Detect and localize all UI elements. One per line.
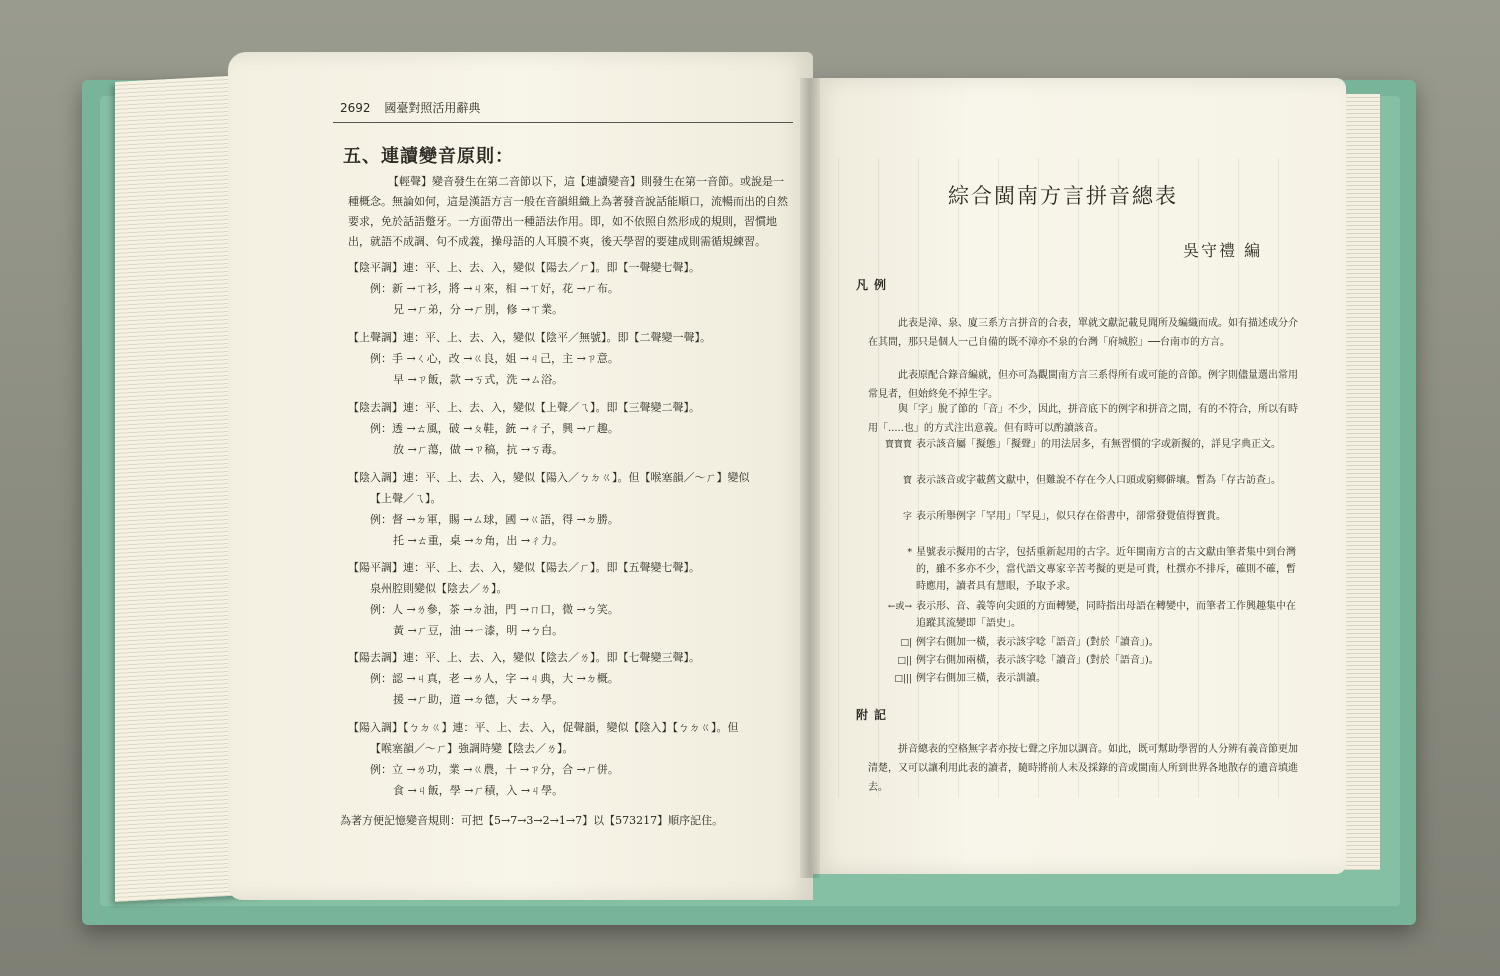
- example-line: 例：認 →ㄐ真，老 →ㄌ人，字 →ㄐ典，大 →ㄉ概。: [370, 672, 619, 685]
- legend-symbol: 寶: [902, 476, 912, 486]
- paragraph: 此表是漳、泉、廈三系方言拼音的合表，單就文獻記載見聞所及編織而成。如有描述成分介在其間，那只是個人一己自備的既不漳亦不泉的台灣「府城腔」──台南市的方言。: [868, 318, 1298, 348]
- rule-line: 【陰入調】連：平、上、去、入，變似【陽入／ㄅㄉㄍ】。但【喉塞韻／～ㄏ】變似: [348, 471, 750, 484]
- legend-text: 表示該音或字載舊文獻中，但難說不存在今人口頭或窮鄉僻壤。暫為「存古訪查」。: [916, 475, 1281, 486]
- rule-block: [348, 647, 788, 710]
- rule-block: [348, 397, 788, 460]
- paragraph: 與「字」脫了節的「音」不少，因此，拼音底下的例字和拼音之間，有的不符合，所以有時用「.....也」的方式注出意義。但有時可以酌讀該音。: [868, 404, 1298, 434]
- legend-item: [870, 670, 1300, 688]
- legend-item: [870, 472, 1300, 490]
- legend-text: 例字右側加三橫，表示訓讀。: [916, 673, 1046, 684]
- legend-item: [870, 508, 1300, 526]
- legend-symbol: □|||: [894, 674, 912, 684]
- legend-item: [870, 544, 1300, 595]
- section-title: 五、連讀變音原則：: [343, 146, 514, 167]
- paragraph: 拼音總表的空格無字者亦按七聲之序加以調音。如此，既可幫助學習的人分辨有義音節更加清楚，又可以讓利用此表的讀者，隨時將前人未及採錄的音或閩南人所到世界各地散存的遺音填進去。: [868, 744, 1298, 793]
- rule-block: [348, 327, 788, 390]
- right-page: [808, 78, 1346, 874]
- legend-item: [870, 598, 1300, 632]
- rule-line: 【陰去調】連：平、上、去、入，變似【上聲／ㄟ】。即【三聲變二聲】。: [348, 401, 700, 414]
- legend-item: [870, 436, 1300, 454]
- page-number: 2692: [340, 101, 371, 115]
- legend-text: 星號表示擬用的古字，包括重新起用的古字。近年閩南方言的古文獻由筆者集中到台灣的，雖不多亦不少，當代語文專家辛苦考擬的更是可貴，杜撰亦不排斥，確則不確，暫時應用，讀者具有慧眼，予取予求。: [916, 547, 1296, 592]
- legend-text: 例字右側加一橫，表示該字唸「語音」(對於「讀音」)。: [916, 637, 1159, 648]
- legend-text: 例字右側加兩橫，表示該字唸「讀音」(對於「語音」)。: [916, 655, 1159, 666]
- rule-block: [348, 717, 788, 801]
- paragraph: 此表原配合錄音編就，但亦可為觀閩南方言三系得所有或可能的音節。例字則儘量選出常用常見者，但始終免不掉生字。: [868, 370, 1298, 400]
- legend-item: [870, 634, 1300, 652]
- example-line: 食 →ㄐ飯，學 →ㄏ積，入 →ㄐ學。: [393, 784, 564, 797]
- rule-line: 【陰平調】連：平、上、去、入，變似【陽去／ㄏ】。即【一聲變七聲】。: [348, 261, 700, 274]
- rule-block: [348, 557, 788, 641]
- legend-item: [870, 652, 1300, 670]
- section-heading-fanli: 凡例: [856, 278, 893, 292]
- rule-line: 【陽入調】【ㄅㄉㄍ】連：平、上、去、入，促聲韻，變似【陰入】【ㄅㄉㄍ】。但: [348, 721, 739, 734]
- header-rule: [333, 122, 793, 123]
- legend-symbol: □||: [897, 656, 912, 666]
- rule-line: 【上聲調】連：平、上、去、入，變似【陰平／無號】。即【二聲變一聲】。: [348, 331, 711, 344]
- running-head: [340, 99, 480, 116]
- example-line: 【喉塞韻／～ㄏ】強調時變【陰去／ㄌ】。: [370, 742, 574, 755]
- rule-block: [348, 467, 788, 551]
- legend-symbol: *: [907, 548, 912, 558]
- author-line: 吳守禮 編: [1183, 241, 1263, 260]
- example-line: 放 →ㄏ蕩，做 →ㄗ稿，抗 →ㄎ毒。: [393, 443, 564, 456]
- legend-symbol: 字: [902, 512, 912, 522]
- example-line: 兄 →ㄏ弟，分 →ㄏ別，修 →ㄒ業。: [393, 303, 564, 316]
- footnote: 為著方便記憶變音規則：可把【5→7→3→2→1→7】以【573217】順序記住。: [340, 814, 724, 827]
- example-line: 【上聲／ㄟ】。: [370, 492, 442, 505]
- example-line: 例：透 →ㄊ風，破 →ㄆ鞋，銃 →ㄔ子，興 →ㄏ趣。: [370, 422, 619, 435]
- legend-text: 表示該音屬「擬態」「擬聲」的用法居多，有無習慣的字或新擬的，詳見字典正文。: [916, 439, 1281, 450]
- example-line: 例：新 →ㄒ衫，將 →ㄐ來，相 →ㄒ好，花 →ㄏ布。: [370, 282, 619, 295]
- example-line: 黃 →ㄏ豆，油 →ㄧ漆，明 →ㄅ白。: [393, 624, 564, 637]
- legend-symbol: 寶寶寶: [884, 440, 912, 450]
- example-line: 例：人 →ㄌ參，茶 →ㄉ油，門 →ㄇ口，微 →ㄅ笑。: [370, 603, 619, 616]
- rule-block: [348, 257, 788, 320]
- legend-text: 表示形、音、義等向尖頭的方面轉變，同時指出母語在轉變中，而筆者工作興趣集中在追蹤其流變即「語史」。: [916, 601, 1296, 629]
- book-title: 國臺對照活用辭典: [384, 101, 481, 115]
- example-line: 例：督 →ㄉ軍，賜 →ㄙ球，國 →ㄍ語，得 →ㄉ勝。: [370, 513, 619, 526]
- example-line: 援 →ㄏ助，道 →ㄉ德，大 →ㄉ學。: [393, 693, 564, 706]
- rule-line: 【陽去調】連：平、上、去、入，變似【陰去／ㄌ】。即【七聲變三聲】。: [348, 651, 700, 664]
- section-heading-fuji: 附記: [856, 708, 893, 722]
- rule-line: 【陽平調】連：平、上、去、入，變似【陽去／ㄏ】。即【五聲變七聲】。: [348, 561, 700, 574]
- book-gutter: [800, 78, 820, 878]
- left-page: [228, 52, 813, 900]
- legend-symbol: □|: [900, 638, 912, 648]
- legend-symbol: ←或→: [887, 602, 912, 612]
- intro-paragraph: 【輕聲】變音發生在第二音節以下，這【連讀變音】則發生在第一音節。或說是一種概念。無論如何，這是漢語方言一般在音韻組織上為著發音說話能順口，流暢而出的自然要求，免於話語蹩牙。一方面帶出一種語法作用。即，如不依照自然形成的規則，習慣地出，就語不成調、句不成義，操母語的人耳膜不爽，後天學習的要建成則需循規練習。: [348, 175, 788, 248]
- example-line: 早 →ㄗ飯，款 →ㄎ式，洗 →ㄙ浴。: [393, 373, 564, 386]
- example-line: 例：立 →ㄌ功，業 →ㄍ農，十 →ㄗ分，合 →ㄏ併。: [370, 763, 619, 776]
- legend-text: 表示所舉例字「罕用」「罕見」，似只存在俗書中，卻常發覺值得寶貴。: [916, 511, 1226, 522]
- example-line: 例：手 →ㄑ心，改 →ㄍ良，姐 →ㄐ己，主 →ㄗ意。: [370, 352, 619, 365]
- example-line: 托 →ㄊ重，桌 →ㄉ角，出 →ㄔ力。: [393, 534, 564, 547]
- table-title: 綜合閩南方言拼音總表: [948, 184, 1178, 208]
- example-line: 泉州腔則變似【陰去／ㄌ】。: [370, 582, 508, 595]
